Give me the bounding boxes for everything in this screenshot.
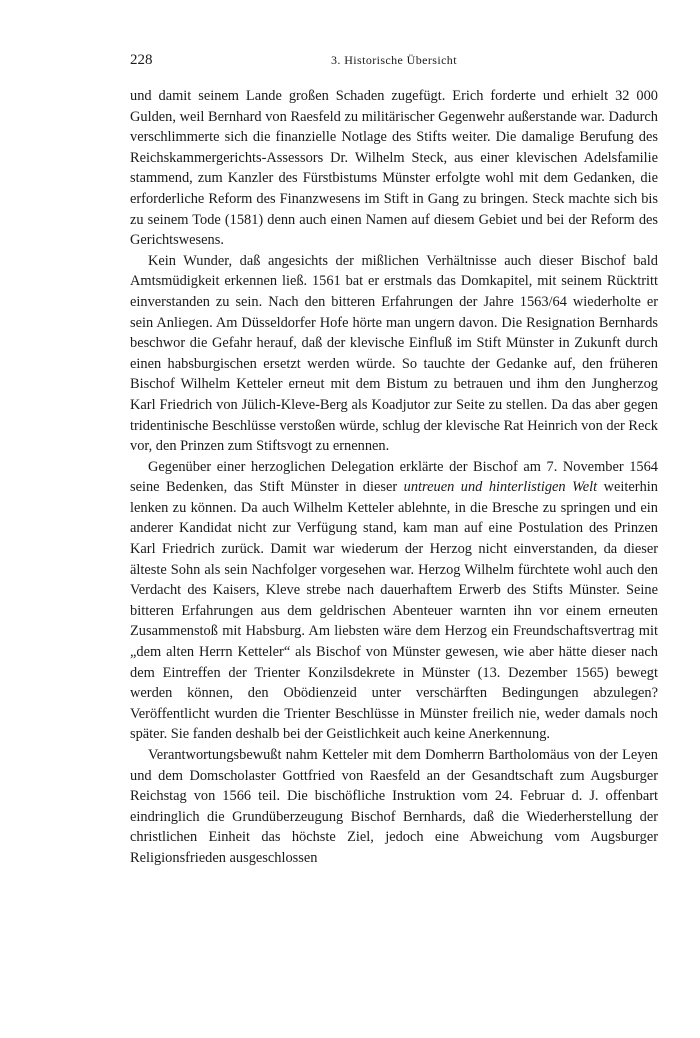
page-number: 228 bbox=[130, 52, 153, 68]
running-title: 3. Historische Übersicht bbox=[331, 53, 457, 67]
paragraph-continuation: und damit seinem Lande großen Schaden zugefügt. Erich forderte und erhielt 32 000 Gulden, weil Bernhard von Raesfeld zu militärischer Gegenwehr außerstande war. Dadurch verschlimmerte sich die finanzielle Notlage des Stifts weiter. Die damalige Berufung des Reichskammergerichts-Assessors Dr. Wilhelm Steck, aus einer klevischen Adelsfamilie stammend, zum Kanzler des Fürstbistums Münster erfolgte wohl mit dem Gedanken, die erforderliche Reform des Finanzwesens im Stift in Gang zu bringen. Steck machte sich bis zu seinem Tode (1581) denn auch einen Namen auf diesem Gebiet und bei der Reform des Gerichtswesens. bbox=[130, 88, 658, 249]
paragraph-delegation-text-end: weiterhin lenken zu können. Da auch Wilhelm Ketteler ablehnte, in die Bresche zu springen und ein anderer Kandidat nicht zur Verfügung stand, kam man auf eine Postulation des Prinzen Karl Friedrich zurück. Damit war wiederum der Herzog nicht einverstanden, da dieser älteste Sohn als sein Nachfolger vorgesehen war. Herzog Wilhelm fürchtete wohl auch den Verdacht des Kaisers, Kleve strebe nach dauerhaftem Erwerb des Stifts Münster. Seine bitteren Erfahrungen aus dem geldrischen Abenteuer warnten ihn vor einem erneuten Zusammenstoß mit Habsburg. Am liebsten wäre dem Herzog ein Freundschaftsvertrag mit „dem alten Herrn Ketteler“ als Bischof von Münster gewesen, wie aber hätte dieser nach dem Eintreffen der Trienter Konzilsdekrete in Münster (13. Dezember 1565) bewegt werden können, den Obödienzeid unter verschärften Bedingungen abzulegen? Veröffentlicht wurden die Trienter Beschlüsse in Münster freilich nie, weder damals noch später. Sie fanden deshalb bei der Geistlichkeit auch keine Anerkennung. bbox=[130, 479, 658, 743]
paragraph-delegation-text-start: Gegenüber einer herzoglichen Delegation erklärte der Bischof am 7. November 1564 seine Bedenken, das Stift Münster in dieser bbox=[130, 458, 658, 496]
paragraph-bishop-resignation: Kein Wunder, daß angesichts der mißlichen Verhältnisse auch dieser Bischof bald Amtsmüdigkeit erkennen ließ. 1561 bat er erstmals das Domkapitel, mit seinem Rücktritt einverstanden zu sein. Nach den bitteren Erfahrungen der Jahre 1563/64 wiederholte er sein Anliegen. Am Düsseldorfer Hofe hörte man ungern davon. Die Resignation Bernhards beschwor die Gefahr herauf, daß der klevische Einfluß im Stift Münster in Zukunft durch einen habsburgischen ersetzt werden würde. So tauchte der Gedanke auf, den früheren Bischof Wilhelm Ketteler erneut mit dem Bistum zu betrauen und ihm den Jungherzog Karl Friedrich von Jülich-Kleve-Berg als Koadjutor zur Seite zu stellen. Da das aber gegen tridentinische Beschlüsse verstoßen würde, schlug der klevische Rat Heinrich von der Reck vor, den Prinzen zum Stiftsvogt zu ernennen. bbox=[130, 252, 658, 455]
paragraph-augsburg: Verantwortungsbewußt nahm Ketteler mit dem Domherrn Bartholomäus von der Leyen und dem Domscholaster Gottfried von Raesfeld an der Gesandtschaft zum Augsburger Reichstag von 1566 teil. Die bischöfliche Instruktion vom 24. Februar d. J. offenbart eindringlich die Grundüberzeugung Bischof Bernhards, daß die Wiederherstellung der christlichen Einheit das höchste Ziel, jedoch eine Abweichung vom Augsburger Religionsfrieden ausgeschlossen bbox=[130, 747, 658, 866]
running-head bbox=[130, 52, 658, 72]
italic-quote: untreuen und hinterlistigen Welt bbox=[403, 479, 598, 496]
body-text bbox=[130, 86, 658, 869]
paragraph-delegation bbox=[130, 457, 658, 745]
